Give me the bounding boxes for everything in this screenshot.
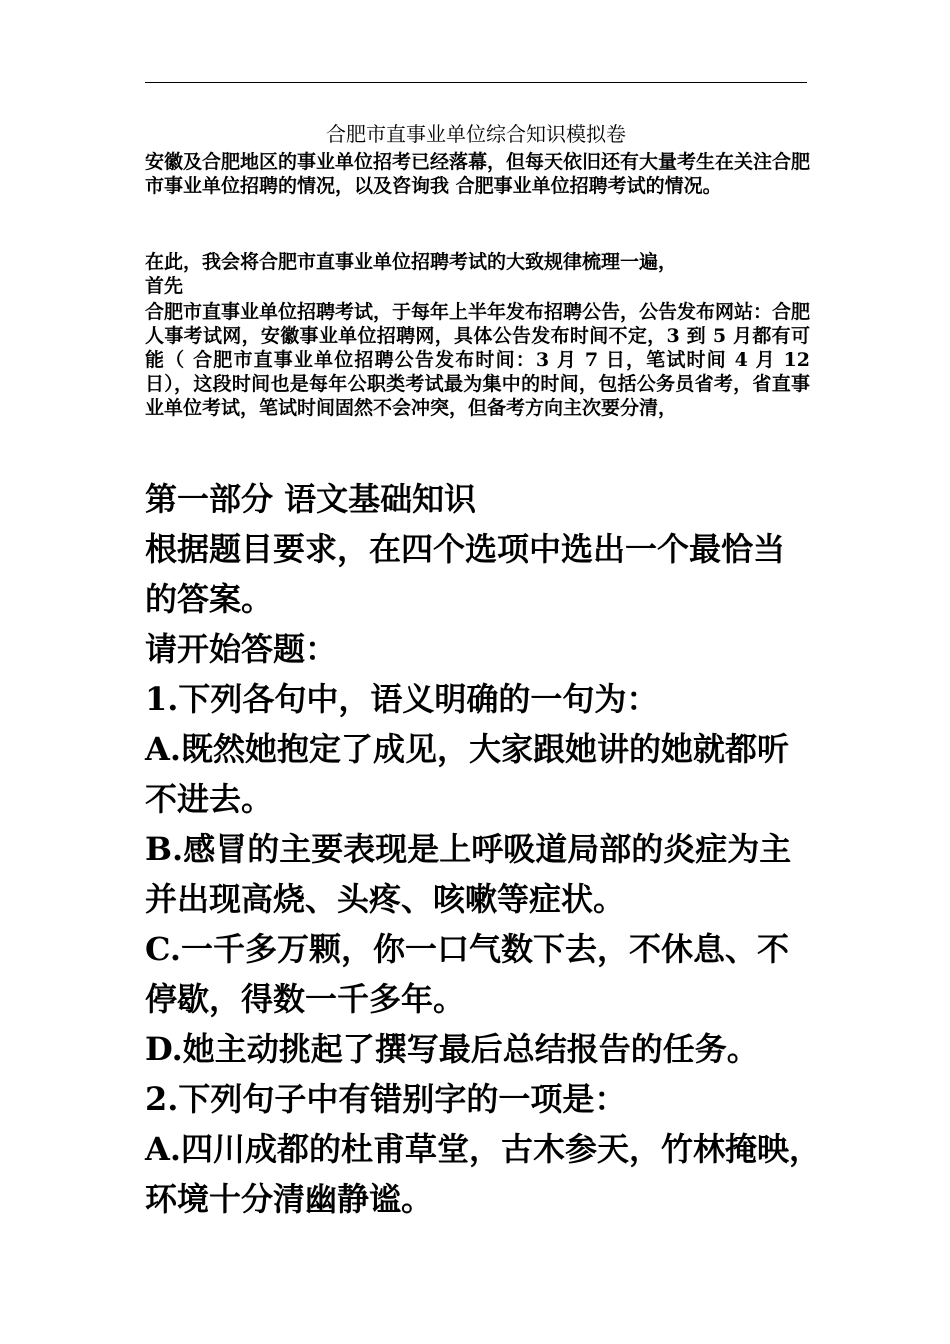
section-heading: 第一部分 语文基础知识 bbox=[145, 480, 477, 518]
question-1-option-a-line-1: A.既然她抱定了成见，大家跟她讲的她就都听 bbox=[145, 730, 789, 768]
intro-paragraph-2-line-1: 在此，我会将合肥市直事业单位招聘考试的大致规律梳理一遍， bbox=[145, 251, 678, 273]
section-instruction-line-1: 根据题目要求，在四个选项中选出一个最恰当 bbox=[145, 530, 786, 568]
question-2-option-a-line-2: 环境十分清幽静谧。 bbox=[145, 1180, 434, 1218]
question-2-stem: 2.下列句子中有错别字的一项是： bbox=[145, 1080, 627, 1118]
question-1-option-b-line-2: 并出现高烧、头疼、咳嗽等症状。 bbox=[145, 880, 626, 918]
question-1-option-c-line-1: C.一千多万颗，你一口气数下去，不休息、不 bbox=[145, 930, 790, 968]
exam-body bbox=[145, 474, 825, 1224]
section-instruction-line-2: 的答案。 bbox=[145, 580, 274, 618]
question-1-option-c-line-2: 停歇，得数一千多年。 bbox=[145, 980, 466, 1018]
document-title: 合肥市直事业单位综合知识模拟卷 bbox=[326, 122, 626, 146]
intro-paragraph-3: 合肥市直事业单位招聘考试，于每年上半年发布招聘公告，公告发布网站：合肥人事考试网，安徽事业单位招聘网，具体公告发布时间不定，3 到 5 月都有可能（ 合肥市直事业单位招聘公告发布时间：3 月 7 日，笔试时间 4 月 12 日），这段时间也是每年公职类考试最为集中的时间，包括公务员省考，省直事业单位考试，笔试时间固然不会冲突，但备考方向主次要分清， bbox=[145, 301, 811, 419]
header-rule bbox=[145, 82, 807, 83]
intro-paragraph-1: 安徽及合肥地区的事业单位招考已经落幕，但每天依旧还有大量考生在关注合肥市事业单位招聘的情况，以及咨询我 合肥事业单位招聘考试的情况。 bbox=[145, 151, 811, 197]
question-1-option-b-line-1: B.感冒的主要表现是上呼吸道局部的炎症为主 bbox=[145, 830, 792, 868]
question-1-stem: 1.下列各句中，语义明确的一句为： bbox=[145, 680, 659, 718]
start-prompt: 请开始答题： bbox=[145, 630, 338, 668]
question-2-option-a-line-1: A.四川成都的杜甫草堂，古木参天，竹林掩映， bbox=[145, 1130, 821, 1168]
intro-paragraph-2 bbox=[145, 250, 810, 298]
question-1-option-d: D.她主动挑起了撰写最后总结报告的任务。 bbox=[145, 1030, 759, 1068]
intro-paragraph-2-line-2: 首先 bbox=[145, 275, 184, 297]
question-1-option-a-line-2: 不进去。 bbox=[145, 780, 274, 818]
